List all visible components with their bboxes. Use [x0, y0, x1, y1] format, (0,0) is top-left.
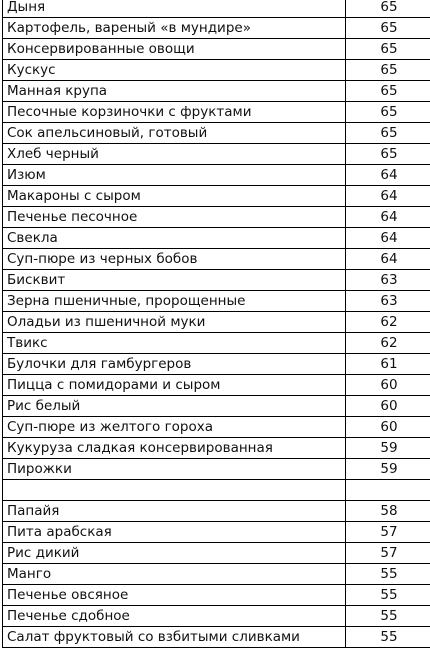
product-name-cell: Печенье песочное: [3, 207, 346, 228]
product-name-cell: Сок апельсиновый, готовый: [3, 123, 346, 144]
product-name-cell: Папайя: [3, 501, 346, 522]
table-row: [3, 207, 430, 228]
table-row: [3, 249, 430, 270]
table-row: [3, 459, 430, 480]
glycemic-index-cell: 62: [346, 333, 430, 354]
product-name-cell: Манго: [3, 564, 346, 585]
glycemic-index-cell: 63: [346, 291, 430, 312]
product-name-cell: Салат фруктовый со взбитыми сливками: [3, 627, 346, 648]
glycemic-index-cell: 65: [346, 81, 430, 102]
product-name-cell: Печенье овсяное: [3, 585, 346, 606]
table-row: [3, 438, 430, 459]
table-body: [3, 0, 430, 648]
product-name-cell: Рис белый: [3, 396, 346, 417]
glycemic-index-cell: 65: [346, 123, 430, 144]
glycemic-index-cell: 59: [346, 438, 430, 459]
table-row: [3, 186, 430, 207]
product-name-cell: Свекла: [3, 228, 346, 249]
glycemic-index-table: [2, 0, 430, 648]
table-row: [3, 123, 430, 144]
product-name-cell: Кукуруза сладкая консервированная: [3, 438, 346, 459]
table-row: [3, 396, 430, 417]
table-row: [3, 228, 430, 249]
product-name-cell: Дыня: [3, 0, 346, 18]
table-row: [3, 606, 430, 627]
table-row: [3, 39, 430, 60]
product-name-cell: Суп-пюре из черных бобов: [3, 249, 346, 270]
table-row-blank: [3, 480, 430, 501]
product-name-cell: Оладьи из пшеничной муки: [3, 312, 346, 333]
table-row: [3, 501, 430, 522]
glycemic-index-cell: 64: [346, 165, 430, 186]
product-name-cell: Песочные корзиночки с фруктами: [3, 102, 346, 123]
glycemic-index-cell: 64: [346, 228, 430, 249]
glycemic-index-cell: 60: [346, 396, 430, 417]
product-name-cell: Консервированные овощи: [3, 39, 346, 60]
glycemic-index-cell: 55: [346, 606, 430, 627]
product-name-cell: [3, 480, 346, 501]
glycemic-index-cell: 60: [346, 417, 430, 438]
table-row: [3, 60, 430, 81]
product-name-cell: Печенье сдобное: [3, 606, 346, 627]
table-row: [3, 627, 430, 648]
glycemic-index-cell: 58: [346, 501, 430, 522]
table-row: [3, 291, 430, 312]
table-row: [3, 81, 430, 102]
glycemic-index-cell: 64: [346, 207, 430, 228]
table-row: [3, 585, 430, 606]
glycemic-index-cell: 55: [346, 585, 430, 606]
product-name-cell: Зерна пшеничные, пророщенные: [3, 291, 346, 312]
glycemic-index-cell: 63: [346, 270, 430, 291]
table-row: [3, 333, 430, 354]
glycemic-index-cell: 65: [346, 39, 430, 60]
glycemic-index-cell: [346, 480, 430, 501]
glycemic-index-cell: 55: [346, 564, 430, 585]
table-row: [3, 18, 430, 39]
table-row: [3, 354, 430, 375]
glycemic-index-cell: 64: [346, 186, 430, 207]
glycemic-index-cell: 55: [346, 627, 430, 648]
table-row: [3, 564, 430, 585]
table-row: [3, 522, 430, 543]
glycemic-index-cell: 65: [346, 18, 430, 39]
product-name-cell: Твикс: [3, 333, 346, 354]
glycemic-index-cell: 65: [346, 102, 430, 123]
product-name-cell: Картофель, вареный «в мундире»: [3, 18, 346, 39]
table-row: [3, 102, 430, 123]
product-name-cell: Пита арабская: [3, 522, 346, 543]
product-name-cell: Кускус: [3, 60, 346, 81]
table-row: [3, 0, 430, 18]
glycemic-index-cell: 64: [346, 249, 430, 270]
product-name-cell: Бисквит: [3, 270, 346, 291]
glycemic-index-cell: 65: [346, 144, 430, 165]
product-name-cell: Хлеб черный: [3, 144, 346, 165]
product-name-cell: Булочки для гамбургеров: [3, 354, 346, 375]
table-row: [3, 312, 430, 333]
table-row: [3, 543, 430, 564]
glycemic-index-cell: 60: [346, 375, 430, 396]
table-row: [3, 270, 430, 291]
product-name-cell: Пицца с помидорами и сыром: [3, 375, 346, 396]
product-name-cell: Макароны с сыром: [3, 186, 346, 207]
glycemic-index-cell: 57: [346, 543, 430, 564]
glycemic-index-cell: 59: [346, 459, 430, 480]
glycemic-index-cell: 65: [346, 60, 430, 81]
product-name-cell: Манная крупа: [3, 81, 346, 102]
table-row: [3, 417, 430, 438]
table-row: [3, 375, 430, 396]
product-name-cell: Рис дикий: [3, 543, 346, 564]
glycemic-index-cell: 62: [346, 312, 430, 333]
table-row: [3, 144, 430, 165]
table-row: [3, 165, 430, 186]
product-name-cell: Изюм: [3, 165, 346, 186]
product-name-cell: Пирожки: [3, 459, 346, 480]
glycemic-index-cell: 65: [346, 0, 430, 18]
glycemic-index-cell: 61: [346, 354, 430, 375]
glycemic-index-cell: 57: [346, 522, 430, 543]
product-name-cell: Суп-пюре из желтого гороха: [3, 417, 346, 438]
